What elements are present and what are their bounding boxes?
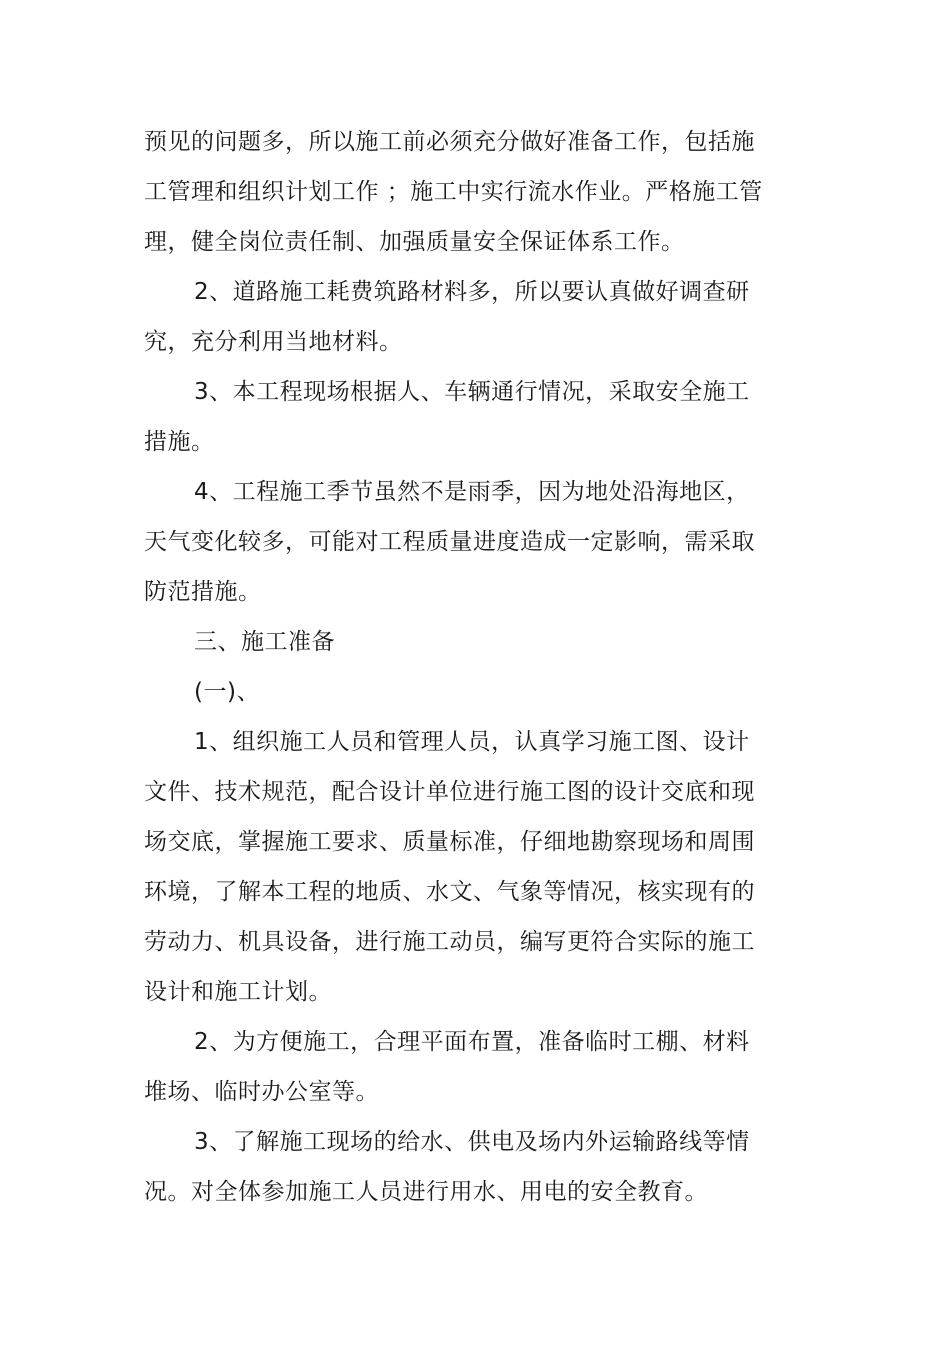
subsection-heading: (一)、 <box>194 679 260 705</box>
text-line: 理，健全岗位责任制、加强质量安全保证体系工作。 <box>144 229 685 255</box>
text-line: 劳动力、机具设备，进行施工动员，编写更符合实际的施工 <box>144 929 755 955</box>
text-line: 工管理和组织计划工作 ；施工中实行流水作业。严格施工管 <box>144 179 763 205</box>
text-line: 3、本工程现场根据人、车辆通行情况，采取安全施工 <box>194 379 750 405</box>
text-line: 3、了解施工现场的给水、供电及场内外运输路线等情 <box>194 1129 750 1155</box>
text-line: 设计和施工计划。 <box>144 979 332 1005</box>
text-line: 4、工程施工季节虽然不是雨季，因为地处沿海地区， <box>194 479 750 505</box>
section-heading: 三、施工准备 <box>194 629 335 655</box>
text-line: 2、为方便施工，合理平面布置，准备临时工棚、材料 <box>194 1029 750 1055</box>
text-line: 预见的问题多，所以施工前必须充分做好准备工作，包括施 <box>144 129 755 155</box>
text-line: 况。对全体参加施工人员进行用水、用电的安全教育。 <box>144 1179 708 1205</box>
text-line: 措施。 <box>144 429 215 455</box>
text-line: 2、道路施工耗费筑路材料多，所以要认真做好调查研 <box>194 279 750 305</box>
text-line: 防范措施。 <box>144 579 262 605</box>
text-line: 文件、技术规范，配合设计单位进行施工图的设计交底和现 <box>144 779 755 805</box>
text-line: 环境，了解本工程的地质、水文、气象等情况，核实现有的 <box>144 879 755 905</box>
text-line: 1、组织施工人员和管理人员，认真学习施工图、设计 <box>194 729 750 755</box>
text-line: 场交底，掌握施工要求、质量标准，仔细地勘察现场和周围 <box>144 829 755 855</box>
text-line: 堆场、临时办公室等。 <box>144 1079 379 1105</box>
text-line: 天气变化较多，可能对工程质量进度造成一定影响，需采取 <box>144 529 755 555</box>
text-line: 究，充分利用当地材料。 <box>144 329 403 355</box>
